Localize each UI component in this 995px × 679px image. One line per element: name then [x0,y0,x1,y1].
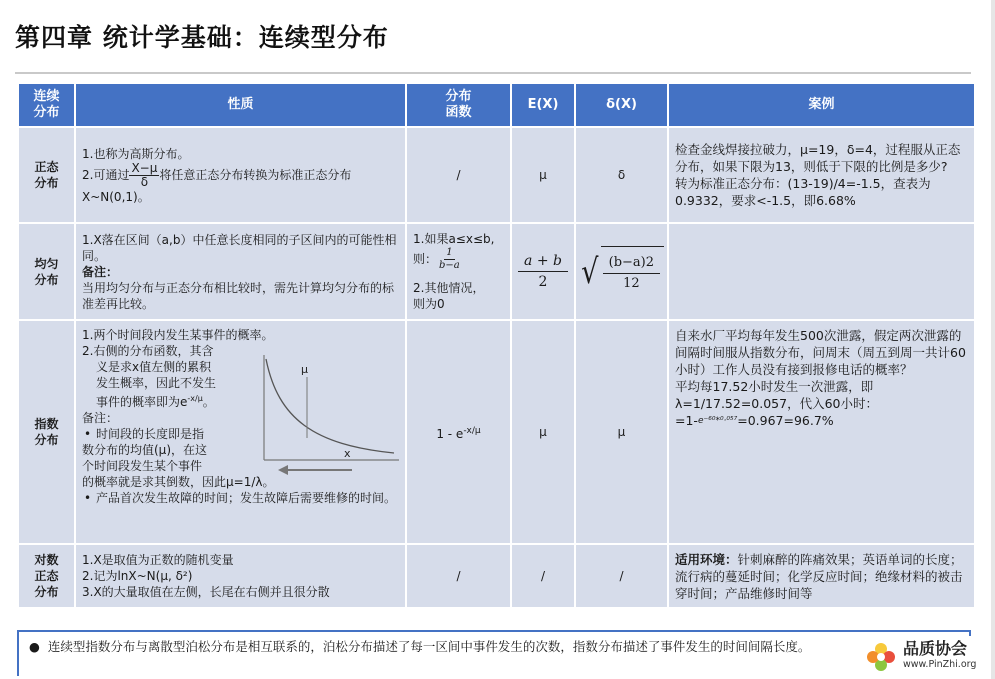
uniform-mean-fraction [518,251,568,292]
page-edge [991,0,995,679]
exp-case-4-sup: e⁻⁶⁰*⁰·⁰⁵⁷ [697,416,738,426]
uniform-mean-den: 2 [538,274,548,290]
uniform-func [406,223,511,320]
normal-ex: μ [511,127,575,223]
exponential-case [668,320,975,544]
bullet-dot-icon: ● [29,639,40,654]
logo-url: www.PinZhi.org [903,659,977,670]
header-type: 连续 分布 [18,83,75,127]
exponential-dx: μ [575,320,668,544]
lognormal-property [75,544,406,608]
exp-p2a: 2.右侧的分布函数，其含 [82,344,214,358]
row-name-exponential: 指数 分布 [18,320,75,544]
header-ex: E(X) [511,83,575,127]
uniform-func-2-pre: 则： [413,252,438,266]
lognormal-dx: / [575,544,668,608]
exp-b2: • 产品首次发生故障的时间；发生故障后需要维修的时间。 [82,490,399,506]
uniform-p1: 1.X落在区间（a,b）中任意长度相同的子区间内的可能性相同。 [82,232,397,263]
exp-case-1: 自来水厂平均每年发生500次泄露，假定两次泄露的间隔时间服从指数分布，问周末（周五到周一共计60小时）工作人员没有接到报修电话的概率？ [675,328,966,377]
exp-p1: 1.两个时间段内发生某事件的概率。 [82,328,274,342]
exp-b1c: 个时间段发生某个事件 [82,459,203,473]
uniform-func-4: 则为0 [413,297,445,311]
normal-z-den: δ [140,174,149,189]
exp-p2d-sup: -x/μ [187,394,203,403]
exp-b1d: 的概率就是求其倒数，因此μ=1/λ。 [82,475,275,489]
lognormal-case [668,544,975,608]
normal-case [668,127,975,223]
normal-func: / [406,127,511,223]
uniform-ex [511,223,575,320]
uniform-density-num: 1 [446,247,453,258]
uniform-sd-den: 12 [623,275,640,291]
exp-p2b: 义是求x值左侧的累积 [96,360,212,374]
uniform-func-2 [413,247,504,272]
footnote-box [17,630,971,676]
normal-p2-pre: 2.可通过 [82,167,130,182]
normal-p3: X~N(0,1)。 [82,189,150,204]
log-case-label: 适用环境： [675,551,738,567]
flower-logo-icon [863,639,899,675]
exponential-ex: μ [511,320,575,544]
normal-z-fraction [129,162,159,189]
graph-mu-label: μ [301,363,308,376]
table-row-normal [18,127,975,223]
uniform-func-1: 1.如果a≤x≤b, [413,232,495,246]
normal-p2-post: 将任意正态分布转换为标准正态分布 [159,167,352,182]
exp-p2c: 发生概率，因此不发生 [96,376,217,390]
uniform-sd-inner [601,246,664,298]
exp-case-4-pre: =1- [675,413,698,428]
exp-note-label: 备注： [82,411,119,425]
normal-dx: δ [575,127,668,223]
log-p3: 3.X的大量取值在左侧，长尾在右侧并且很分散 [82,585,330,599]
lognormal-func: / [406,544,511,608]
lognormal-ex: / [511,544,575,608]
header-property: 性质 [75,83,406,127]
table-row-exponential [18,320,975,544]
uniform-density-fraction [437,247,462,272]
footnote-text: 连续型指数分布与离散型泊松分布是相互联系的，泊松分布描述了每一区间中事件发生的次数，指数分布描述了事件发生的时间间隔长度。 [47,639,811,654]
normal-case-2: 转为标准正态分布：(13-19)/4=-1.5，查表为0.9332，要求<-1.5，即6.68% [675,176,931,208]
uniform-note-label: 备注： [82,264,119,279]
exp-case-4 [675,412,968,430]
row-name-normal: 正态 分布 [18,127,75,223]
normal-p2 [82,162,399,189]
exp-func-pre: 1 - e [436,426,464,441]
brand-logo [863,636,991,678]
uniform-sd-sqrt [579,246,664,298]
table-row-lognormal [18,544,975,608]
row-name-lognormal: 对数 正态 分布 [18,544,75,608]
header-func: 分布 函数 [406,83,511,127]
exponential-func [406,320,511,544]
normal-property [75,127,406,223]
title-divider [15,72,971,74]
exponential-curve-graph [244,345,404,475]
exp-b1b: 数分布的均值(μ)，在这 [82,443,207,457]
uniform-case [668,223,975,320]
row-name-uniform: 均匀 分布 [18,223,75,320]
uniform-func-3: 2.其他情况， [413,281,485,295]
page-title: 第四章 统计学基础：连续型分布 [15,23,389,52]
uniform-mean-num: a + b [518,251,568,272]
uniform-sd-fraction [603,253,660,294]
exp-func-sup: -x/μ [463,425,481,436]
log-p2: 2.记为lnX~N(μ, δ²) [82,569,193,583]
exp-case-3: λ=1/17.52=0.057，代入60小时： [675,396,878,411]
graph-x-label: x [344,447,351,460]
table-row-uniform [18,223,975,320]
exp-p2d-pre: 事件的概率即为e [96,395,188,409]
exponential-property [75,320,406,544]
uniform-density-den: b−a [439,260,460,271]
uniform-property [75,223,406,320]
exp-b1a: • 时间段的长度即是指 [82,426,399,442]
sqrt-sign-icon: √ [581,251,599,292]
exp-case-2: 平均每17.52小时发生一次泄露，即 [675,379,874,394]
logo-name: 品质协会 [903,639,968,658]
exp-p2d-post: 。 [202,395,215,409]
uniform-sd-num: (b−a)2 [603,253,660,274]
log-case-text: 针刺麻醉的阵痛效果；英语单词的长度；流行病的蔓延时间；化学反应时间；绝缘材料的被击穿时间；产品维修时间等 [675,551,963,601]
exp-case-4-post: =0.967=96.7% [737,413,834,428]
graph-curve [266,359,394,453]
uniform-dx [575,223,668,320]
normal-case-1: 检查金线焊接拉破力，μ=19，δ=4，过程服从正态分布，如果下限为13，则低于下限的比例是多少? [675,142,961,174]
log-p1: 1.X是取值为正数的随机变量 [82,553,234,567]
uniform-note: 当用均匀分布与正态分布相比较时，需先计算均匀分布的标准差再比较。 [82,280,395,311]
table-header-row [18,83,975,127]
header-dx: δ(X) [575,83,668,127]
graph-arrow-head-icon [278,465,288,475]
header-case: 案例 [668,83,975,127]
normal-z-num: X−μ [131,160,158,175]
distribution-table [17,82,976,609]
normal-p1: 1.也称为高斯分布。 [82,146,190,161]
